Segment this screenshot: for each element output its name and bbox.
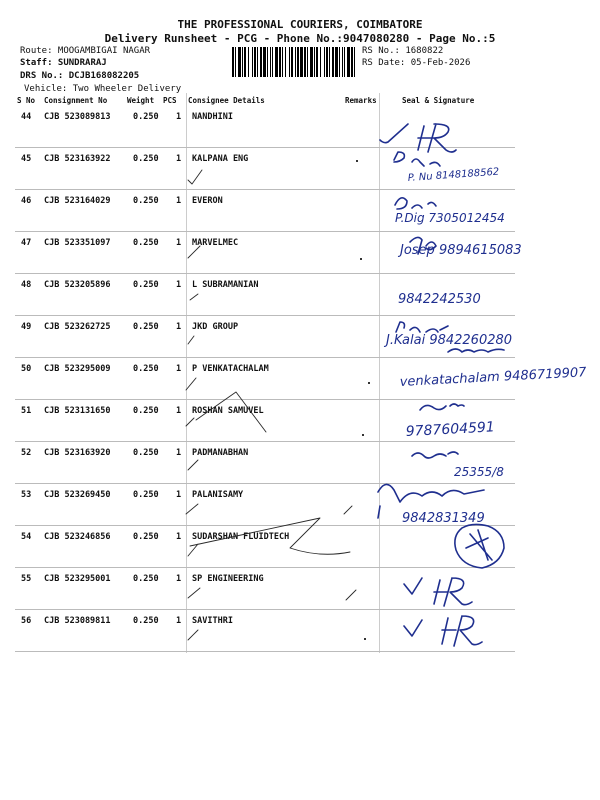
row-weight: 0.250 — [133, 280, 159, 290]
row-consignee: SAVITHRI — [192, 616, 233, 626]
col-pcs-header: PCS — [163, 96, 177, 105]
row-sno: 49 — [21, 322, 32, 332]
signature-text: 9842242530 — [398, 292, 481, 307]
row-sno: 46 — [21, 196, 32, 206]
row-consignment-no: CJB 523164029 — [44, 196, 111, 206]
row-weight: 0.250 — [133, 112, 159, 122]
table-row — [15, 442, 515, 484]
row-consignee: EVERON — [192, 196, 223, 206]
row-sno: 44 — [21, 112, 32, 122]
row-consignee: JKD GROUP — [192, 322, 239, 332]
signature-text: 9787604591 — [405, 419, 496, 440]
pencil-mark — [368, 382, 370, 384]
row-consignment-no: CJB 523246856 — [44, 532, 111, 542]
row-consignment-no: CJB 523295009 — [44, 364, 111, 374]
table-row — [15, 526, 515, 568]
table-row — [15, 190, 515, 232]
row-sno: 45 — [21, 154, 32, 164]
runsheet-subtitle: Delivery Runsheet - PCG - Phone No.:9047080280 - Page No.:5 — [104, 32, 496, 45]
col-weight-header: Weight — [127, 96, 155, 105]
table-row — [15, 316, 515, 358]
row-consignment-no: CJB 523269450 — [44, 490, 111, 500]
col-remarks-header: Remarks — [345, 96, 377, 105]
drs-number: DRS No.: DCJB168082205 — [20, 71, 140, 81]
row-pcs: 1 — [176, 154, 182, 164]
row-consignee: SUDARSHAN FLUIDTECH — [192, 532, 290, 542]
row-sno: 54 — [21, 532, 32, 542]
row-weight: 0.250 — [133, 532, 159, 542]
row-pcs: 1 — [176, 532, 182, 542]
row-sno: 52 — [21, 448, 32, 458]
barcode — [232, 47, 357, 77]
row-pcs: 1 — [176, 448, 182, 458]
row-sno: 48 — [21, 280, 32, 290]
signature-text: P.Dig 7305012454 — [395, 211, 505, 225]
row-sno: 56 — [21, 616, 32, 626]
pencil-mark — [360, 258, 362, 260]
row-consignee: KALPANA ENG — [192, 154, 249, 164]
route-label: Route: MOOGAMBIGAI NAGAR — [20, 46, 151, 56]
row-consignee: SP ENGINEERING — [192, 574, 264, 584]
row-weight: 0.250 — [133, 616, 159, 626]
row-weight: 0.250 — [133, 154, 159, 164]
table-row — [15, 568, 515, 610]
row-consignee: PADMANABHAN — [192, 448, 249, 458]
row-consignment-no: CJB 523131650 — [44, 406, 111, 416]
row-pcs: 1 — [176, 616, 182, 626]
col-consignee-header: Consignee Details — [188, 96, 265, 105]
row-consignee: ROSHAN SAMUVEL — [192, 406, 264, 416]
row-consignment-no: CJB 523163920 — [44, 448, 111, 458]
row-weight: 0.250 — [133, 196, 159, 206]
signature-text: venkatachalam 9486719907 — [399, 365, 587, 390]
row-sno: 53 — [21, 490, 32, 500]
col-sno-header: S No — [17, 96, 36, 105]
table-row — [15, 358, 515, 400]
row-pcs: 1 — [176, 364, 182, 374]
row-consignment-no: CJB 523089813 — [44, 112, 111, 122]
row-weight: 0.250 — [133, 448, 159, 458]
row-weight: 0.250 — [133, 238, 159, 248]
pencil-mark — [362, 434, 364, 436]
pencil-mark — [364, 638, 366, 640]
table-row — [15, 610, 515, 652]
table-row — [15, 274, 515, 316]
table-row — [15, 106, 515, 148]
row-weight: 0.250 — [133, 574, 159, 584]
staff-label: Staff: SUNDRARAJ — [20, 58, 107, 68]
signature-text: Josep 9894615083 — [400, 243, 522, 258]
row-pcs: 1 — [176, 280, 182, 290]
row-consignment-no: CJB 523351097 — [44, 238, 111, 248]
row-sno: 55 — [21, 574, 32, 584]
rs-date: RS Date: 05-Feb-2026 — [362, 58, 471, 68]
row-consignee: PALANISAMY — [192, 490, 244, 500]
table-row — [15, 232, 515, 274]
row-weight: 0.250 — [133, 364, 159, 374]
row-sno: 47 — [21, 238, 32, 248]
row-weight: 0.250 — [133, 406, 159, 416]
table-row — [15, 484, 515, 526]
table-row — [15, 148, 515, 190]
col-consignment-header: Consignment No — [44, 96, 108, 105]
row-weight: 0.250 — [133, 322, 159, 332]
row-consignment-no: CJB 523295001 — [44, 574, 111, 584]
row-consignment-no: CJB 523262725 — [44, 322, 111, 332]
row-consignee: NANDHINI — [192, 112, 233, 122]
row-weight: 0.250 — [133, 490, 159, 500]
row-consignment-no: CJB 523163922 — [44, 154, 111, 164]
row-sno: 50 — [21, 364, 32, 374]
row-consignee: L SUBRAMANIAN — [192, 280, 259, 290]
row-pcs: 1 — [176, 238, 182, 248]
signature-text: 25355/8 — [454, 465, 504, 479]
row-consignee: MARVELMEC — [192, 238, 239, 248]
row-pcs: 1 — [176, 574, 182, 584]
table-row — [15, 400, 515, 442]
row-divider — [15, 651, 515, 652]
row-pcs: 1 — [176, 112, 182, 122]
row-pcs: 1 — [176, 490, 182, 500]
pencil-mark — [356, 160, 358, 162]
vehicle-label: Vehicle: Two Wheeler Delivery — [24, 84, 182, 94]
rs-number: RS No.: 1680822 — [362, 46, 444, 56]
row-consignee: P VENKATACHALAM — [192, 364, 269, 374]
row-pcs: 1 — [176, 406, 182, 416]
signature-text: J.Kalai 9842260280 — [386, 333, 513, 348]
signature-text: 9842831349 — [402, 511, 485, 526]
row-consignment-no: CJB 523205896 — [44, 280, 111, 290]
row-pcs: 1 — [176, 322, 182, 332]
row-sno: 51 — [21, 406, 32, 416]
row-pcs: 1 — [176, 196, 182, 206]
company-title: THE PROFESSIONAL COURIERS, COIMBATORE — [177, 18, 423, 31]
col-seal-header: Seal & Signature — [402, 96, 475, 105]
row-consignment-no: CJB 523089811 — [44, 616, 111, 626]
signature-text: P. Nu 8148188562 — [407, 166, 500, 184]
